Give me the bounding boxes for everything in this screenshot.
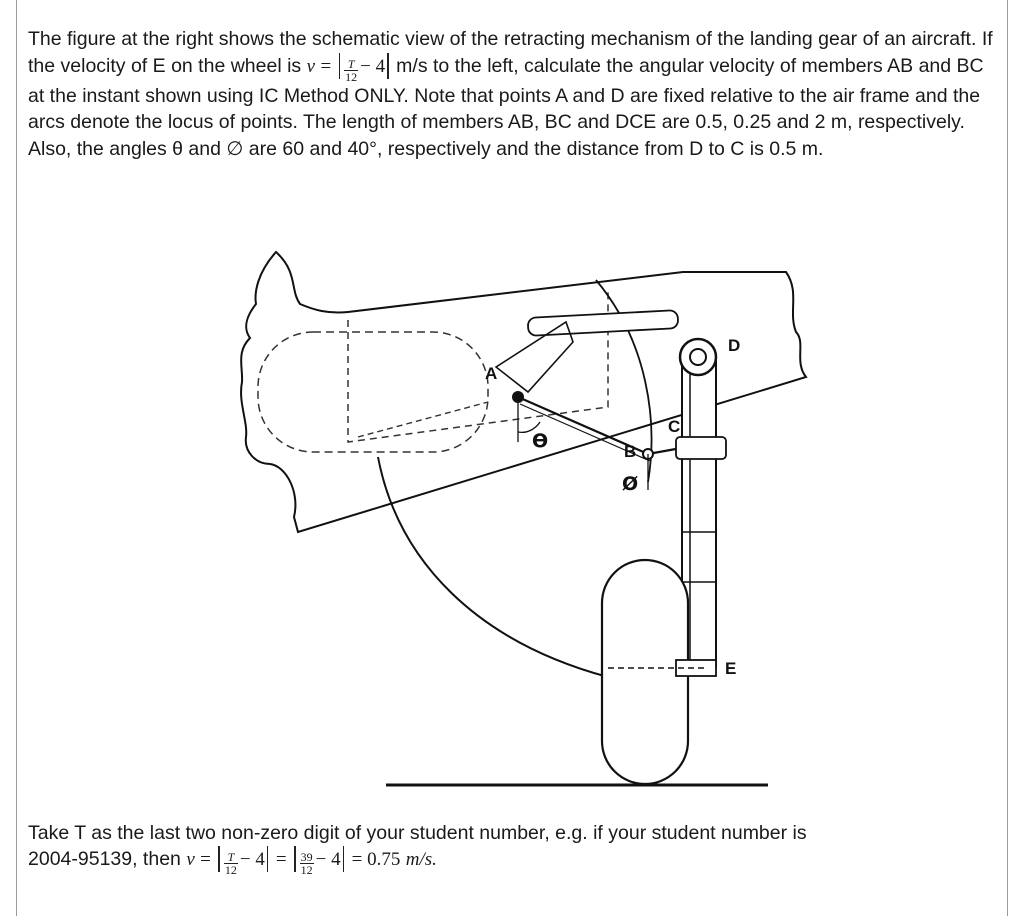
abs-bar-right-1 — [267, 846, 269, 872]
equals-sign-footer: = — [200, 849, 211, 870]
example-prefix: 2004-95139, then — [28, 848, 181, 870]
air-frame-outline — [241, 252, 806, 532]
landing-gear-figure — [228, 232, 808, 797]
velocity-symbol: v — [306, 55, 316, 77]
abs-bar-left-1 — [218, 846, 220, 872]
abs-bar-right — [387, 53, 389, 79]
equals-sign: = — [320, 55, 332, 77]
equals-sign-footer-2: = — [275, 849, 287, 870]
landing-gear-schematic — [228, 232, 808, 797]
label-a: A — [485, 364, 498, 383]
label-e: E — [725, 659, 737, 678]
fraction-t-over-12: $\frac{T}{12}$ — [345, 56, 358, 84]
label-d: D — [728, 336, 741, 355]
velocity-symbol-footer: v — [186, 849, 195, 870]
abs-bar-left — [339, 53, 341, 79]
abs-bar-right-2 — [343, 846, 345, 872]
minus-four-footer-2: − 4 — [315, 849, 341, 870]
minus-four: − 4 — [360, 55, 386, 77]
pivot-d-inner — [690, 349, 706, 365]
result-unit: m/s. — [405, 849, 437, 870]
label-phi: Ø — [622, 473, 639, 495]
footer-line-2 — [28, 846, 1000, 876]
fraction-t-over-12-footer: $\frac{T}{12}$ — [224, 850, 237, 877]
wheel — [602, 560, 688, 784]
collar-c — [676, 437, 726, 459]
abs-bar-left-2 — [294, 846, 296, 872]
footer-line-1: Take T as the last two non-zero digit of your student number, e.g. if your student number is — [28, 822, 807, 844]
label-c: C — [668, 417, 681, 436]
problem-intro: The figure at the right shows the schematic view of the retracting mechanism of the landing gear of an aircraft. If the velocity of E on the wheel is — [28, 28, 993, 77]
result-value: = 0.75 — [351, 849, 401, 870]
label-b: B — [624, 442, 637, 461]
student-number-note — [28, 820, 1000, 876]
problem-statement — [28, 26, 1000, 162]
minus-four-footer-1: − 4 — [239, 849, 265, 870]
label-theta: ϴ — [532, 430, 549, 452]
fraction-39-over-12: $\frac{39}{12}$ — [300, 850, 313, 877]
problem-remainder: m/s to the left, calculate the angular velocity of members AB and BC at the instant shown using IC Method ONLY. Note that points A and D are fixed relative to the air frame and the arcs denote the locus of points. The length of members AB, BC and DCE are 0.5, 0.25 and 2 m, respectively. Also, the angles θ and ∅ are 60 and 40°, respectively and the distance from D to C is 0.5 m. — [28, 54, 984, 160]
